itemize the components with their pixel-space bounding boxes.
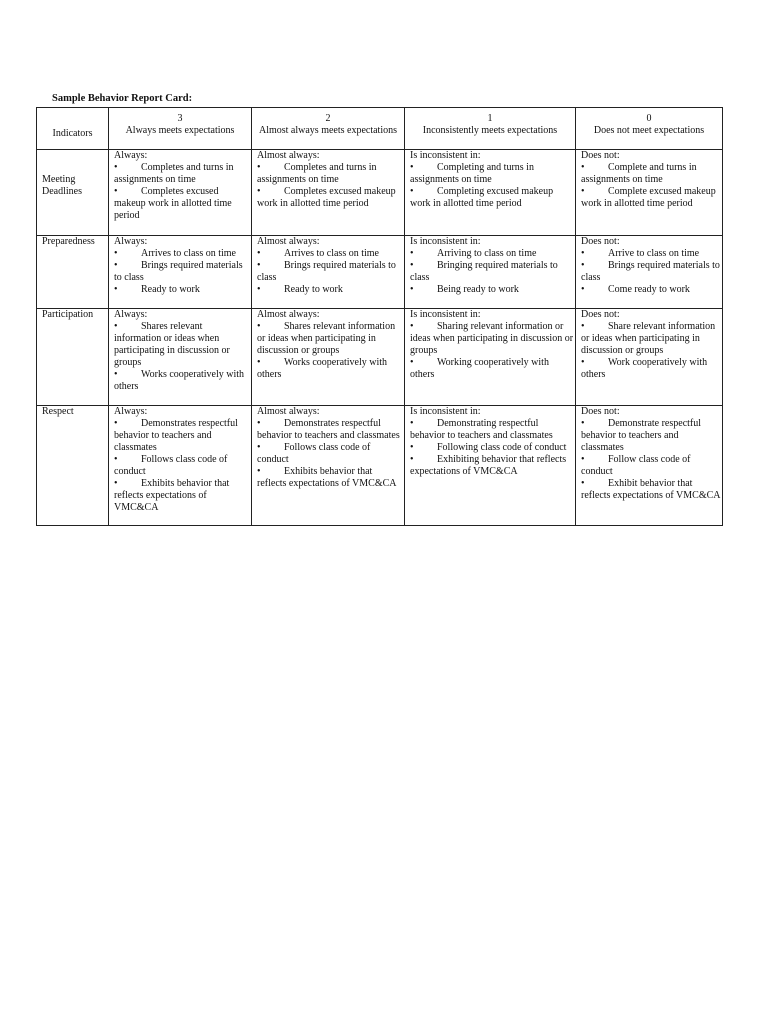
- bullet-text: Exhibits behavior that reflects expectations of VMC&CA: [114, 478, 230, 513]
- bullet-item: [114, 248, 251, 260]
- bullet-text: Being ready to work: [437, 284, 519, 295]
- cell-lead-text: Does not:: [581, 150, 620, 161]
- bullet-text: Shares relevant information or ideas when participating in discussion or groups: [257, 321, 396, 356]
- bullet-text: Demonstrates respectful behavior to teachers and classmates: [257, 418, 400, 441]
- rubric-row-participation: [37, 309, 723, 406]
- cell-lead-text: Always:: [114, 309, 148, 320]
- cell-lead-text: Always:: [114, 406, 148, 417]
- bullet-text: Arrives to class on time: [141, 248, 236, 259]
- bullet-item: [410, 442, 575, 454]
- bullet-item: [257, 260, 404, 284]
- indicator-respect: Respect: [37, 406, 109, 526]
- bullet-item: [410, 454, 575, 478]
- bullet-item: [581, 162, 722, 186]
- bullet-item: [581, 186, 722, 210]
- bullet-text: Come ready to work: [608, 284, 690, 295]
- bullet-icon: •: [410, 260, 414, 271]
- bullet-text: Completes excused makeup work in allotted time period: [114, 186, 232, 221]
- rubric-cell: [576, 406, 723, 526]
- level-header-2: [252, 108, 405, 150]
- cell-lead-text: Is inconsistent in:: [410, 150, 481, 161]
- bullet-item: [581, 260, 722, 284]
- bullet-text: Complete excused makeup work in allotted time period: [581, 186, 716, 209]
- cell-lead-text: Does not:: [581, 406, 620, 417]
- bullet-text: Work cooperatively with others: [581, 357, 708, 380]
- bullet-icon: •: [114, 454, 118, 465]
- level-number: 0: [646, 113, 652, 124]
- bullet-icon: •: [257, 162, 261, 173]
- rubric-row-respect: [37, 406, 723, 526]
- cell-lead-text: Almost always:: [257, 236, 320, 247]
- bullet-item: [257, 357, 404, 381]
- bullet-text: Brings required materials to class: [114, 260, 243, 283]
- bullet-icon: •: [410, 442, 414, 453]
- bullet-item: [114, 260, 251, 284]
- rubric-row-preparedness: [37, 236, 723, 309]
- rubric-cell: [109, 236, 252, 309]
- cell-lead-text: Does not:: [581, 309, 620, 320]
- bullet-icon: •: [257, 284, 261, 295]
- bullet-item: [257, 418, 404, 442]
- bullet-item: [114, 186, 251, 222]
- bullet-item: [410, 186, 575, 210]
- bullet-item: [257, 321, 404, 357]
- indicator-meeting-deadlines: Meeting Deadlines: [37, 150, 109, 236]
- bullet-icon: •: [581, 260, 585, 271]
- rubric-cell: [405, 309, 576, 406]
- rubric-header-row: [37, 108, 723, 150]
- cell-lead-text: Always:: [114, 236, 148, 247]
- bullet-icon: •: [114, 321, 118, 332]
- bullet-icon: •: [581, 478, 585, 489]
- bullet-text: Brings required materials to class: [257, 260, 396, 283]
- bullet-text: Ready to work: [141, 284, 200, 295]
- bullet-icon: •: [114, 186, 118, 197]
- bullet-text: Follows class code of conduct: [114, 454, 228, 477]
- bullet-item: [114, 284, 251, 296]
- bullet-item: [581, 418, 722, 454]
- bullet-item: [581, 284, 722, 296]
- bullet-text: Completes and turns in assignments on time: [114, 162, 234, 185]
- bullet-text: Works cooperatively with others: [114, 369, 245, 392]
- cell-lead-text: Is inconsistent in:: [410, 309, 481, 320]
- level-number: 2: [325, 113, 331, 124]
- bullet-text: Follow class code of conduct: [581, 454, 691, 477]
- bullet-icon: •: [257, 466, 261, 477]
- bullet-item: [410, 284, 575, 296]
- bullet-icon: •: [581, 454, 585, 465]
- bullet-text: Demonstrates respectful behavior to teachers and classmates: [114, 418, 238, 453]
- bullet-item: [114, 454, 251, 478]
- bullet-item: [581, 454, 722, 478]
- rubric-cell: [109, 406, 252, 526]
- bullet-icon: •: [114, 418, 118, 429]
- bullet-icon: •: [114, 162, 118, 173]
- bullet-icon: •: [410, 186, 414, 197]
- behavior-rubric-table: [36, 107, 723, 526]
- cell-lead-text: Almost always:: [257, 406, 320, 417]
- bullet-text: Completing excused makeup work in allotted time period: [410, 186, 554, 209]
- bullet-text: Follows class code of conduct: [257, 442, 371, 465]
- bullet-text: Completes and turns in assignments on time: [257, 162, 377, 185]
- bullet-icon: •: [257, 248, 261, 259]
- bullet-item: [257, 186, 404, 210]
- rubric-cell: [252, 236, 405, 309]
- bullet-icon: •: [410, 321, 414, 332]
- bullet-icon: •: [410, 248, 414, 259]
- level-label: Inconsistently meets expectations: [422, 125, 558, 136]
- level-number: 1: [487, 113, 493, 124]
- level-label: Does not meet expectations: [593, 125, 705, 136]
- bullet-icon: •: [410, 357, 414, 368]
- bullet-item: [581, 248, 722, 260]
- bullet-text: Brings required materials to class: [581, 260, 720, 283]
- bullet-text: Exhibit behavior that reflects expectations of VMC&CA: [581, 478, 721, 501]
- document-title: Sample Behavior Report Card:: [52, 93, 193, 104]
- bullet-icon: •: [581, 248, 585, 259]
- indicator-preparedness: Preparedness: [37, 236, 109, 309]
- bullet-item: [257, 442, 404, 466]
- bullet-icon: •: [114, 369, 118, 380]
- bullet-icon: •: [257, 186, 261, 197]
- bullet-text: Arriving to class on time: [437, 248, 537, 259]
- bullet-text: Shares relevant information or ideas when participating in discussion or groups: [114, 321, 230, 368]
- rubric-cell: [576, 236, 723, 309]
- rubric-cell: [109, 309, 252, 406]
- rubric-cell: [252, 406, 405, 526]
- rubric-cell: [405, 150, 576, 236]
- bullet-text: Completes excused makeup work in allotted time period: [257, 186, 396, 209]
- level-header-3: [109, 108, 252, 150]
- level-label: Always meets expectations: [125, 125, 235, 136]
- bullet-icon: •: [114, 284, 118, 295]
- bullet-item: [114, 478, 251, 514]
- bullet-text: Arrive to class on time: [608, 248, 700, 259]
- bullet-text: Complete and turns in assignments on time: [581, 162, 697, 185]
- bullet-icon: •: [257, 321, 261, 332]
- bullet-text: Working cooperatively with others: [410, 357, 549, 380]
- bullet-text: Share relevant information or ideas when participating in discussion or groups: [581, 321, 716, 356]
- bullet-item: [410, 418, 575, 442]
- bullet-item: [410, 321, 575, 357]
- rubric-cell: [252, 150, 405, 236]
- bullet-icon: •: [257, 260, 261, 271]
- bullet-text: Arrives to class on time: [284, 248, 379, 259]
- bullet-icon: •: [114, 478, 118, 489]
- bullet-item: [410, 357, 575, 381]
- bullet-icon: •: [257, 442, 261, 453]
- bullet-icon: •: [581, 162, 585, 173]
- bullet-item: [410, 260, 575, 284]
- bullet-text: Demonstrating respectful behavior to teachers and classmates: [410, 418, 553, 441]
- bullet-icon: •: [410, 418, 414, 429]
- bullet-item: [581, 357, 722, 381]
- bullet-item: [114, 418, 251, 454]
- rubric-cell: [252, 309, 405, 406]
- cell-lead-text: Does not:: [581, 236, 620, 247]
- bullet-icon: •: [581, 284, 585, 295]
- bullet-icon: •: [581, 418, 585, 429]
- cell-lead-text: Always:: [114, 150, 148, 161]
- bullet-item: [581, 478, 722, 502]
- rubric-cell: [576, 150, 723, 236]
- bullet-icon: •: [410, 284, 414, 295]
- indicator-participation: Participation: [37, 309, 109, 406]
- bullet-icon: •: [581, 186, 585, 197]
- bullet-item: [257, 162, 404, 186]
- level-number: 3: [177, 113, 183, 124]
- rubric-cell: [576, 309, 723, 406]
- bullet-item: [114, 321, 251, 369]
- bullet-item: [257, 284, 404, 296]
- cell-lead-text: Is inconsistent in:: [410, 406, 481, 417]
- level-header-1: [405, 108, 576, 150]
- bullet-icon: •: [114, 260, 118, 271]
- bullet-text: Works cooperatively with others: [257, 357, 388, 380]
- bullet-text: Bringing required materials to class: [410, 260, 558, 283]
- bullet-icon: •: [410, 454, 414, 465]
- cell-lead-text: Almost always:: [257, 150, 320, 161]
- bullet-item: [581, 321, 722, 357]
- cell-lead-text: Almost always:: [257, 309, 320, 320]
- bullet-text: Demonstrate respectful behavior to teachers and classmates: [581, 418, 702, 453]
- bullet-icon: •: [581, 321, 585, 332]
- bullet-text: Ready to work: [284, 284, 343, 295]
- bullet-text: Exhibits behavior that reflects expectations of VMC&CA: [257, 466, 397, 489]
- indicators-header: Indicators: [37, 108, 109, 150]
- bullet-text: Following class code of conduct: [437, 442, 567, 453]
- level-header-0: [576, 108, 723, 150]
- rubric-cell: [405, 236, 576, 309]
- bullet-icon: •: [257, 357, 261, 368]
- rubric-cell: [405, 406, 576, 526]
- bullet-icon: •: [410, 162, 414, 173]
- bullet-item: [257, 466, 404, 490]
- bullet-item: [410, 248, 575, 260]
- rubric-row-meeting-deadlines: [37, 150, 723, 236]
- bullet-item: [410, 162, 575, 186]
- bullet-item: [114, 369, 251, 393]
- bullet-item: [114, 162, 251, 186]
- bullet-icon: •: [581, 357, 585, 368]
- level-label: Almost always meets expectations: [258, 125, 398, 136]
- bullet-text: Completing and turns in assignments on time: [410, 162, 534, 185]
- rubric-cell: [109, 150, 252, 236]
- bullet-text: Exhibiting behavior that reflects expectations of VMC&CA: [410, 454, 567, 477]
- cell-lead-text: Is inconsistent in:: [410, 236, 481, 247]
- bullet-icon: •: [257, 418, 261, 429]
- bullet-text: Sharing relevant information or ideas when participating in discussion or groups: [410, 321, 574, 356]
- bullet-icon: •: [114, 248, 118, 259]
- bullet-item: [257, 248, 404, 260]
